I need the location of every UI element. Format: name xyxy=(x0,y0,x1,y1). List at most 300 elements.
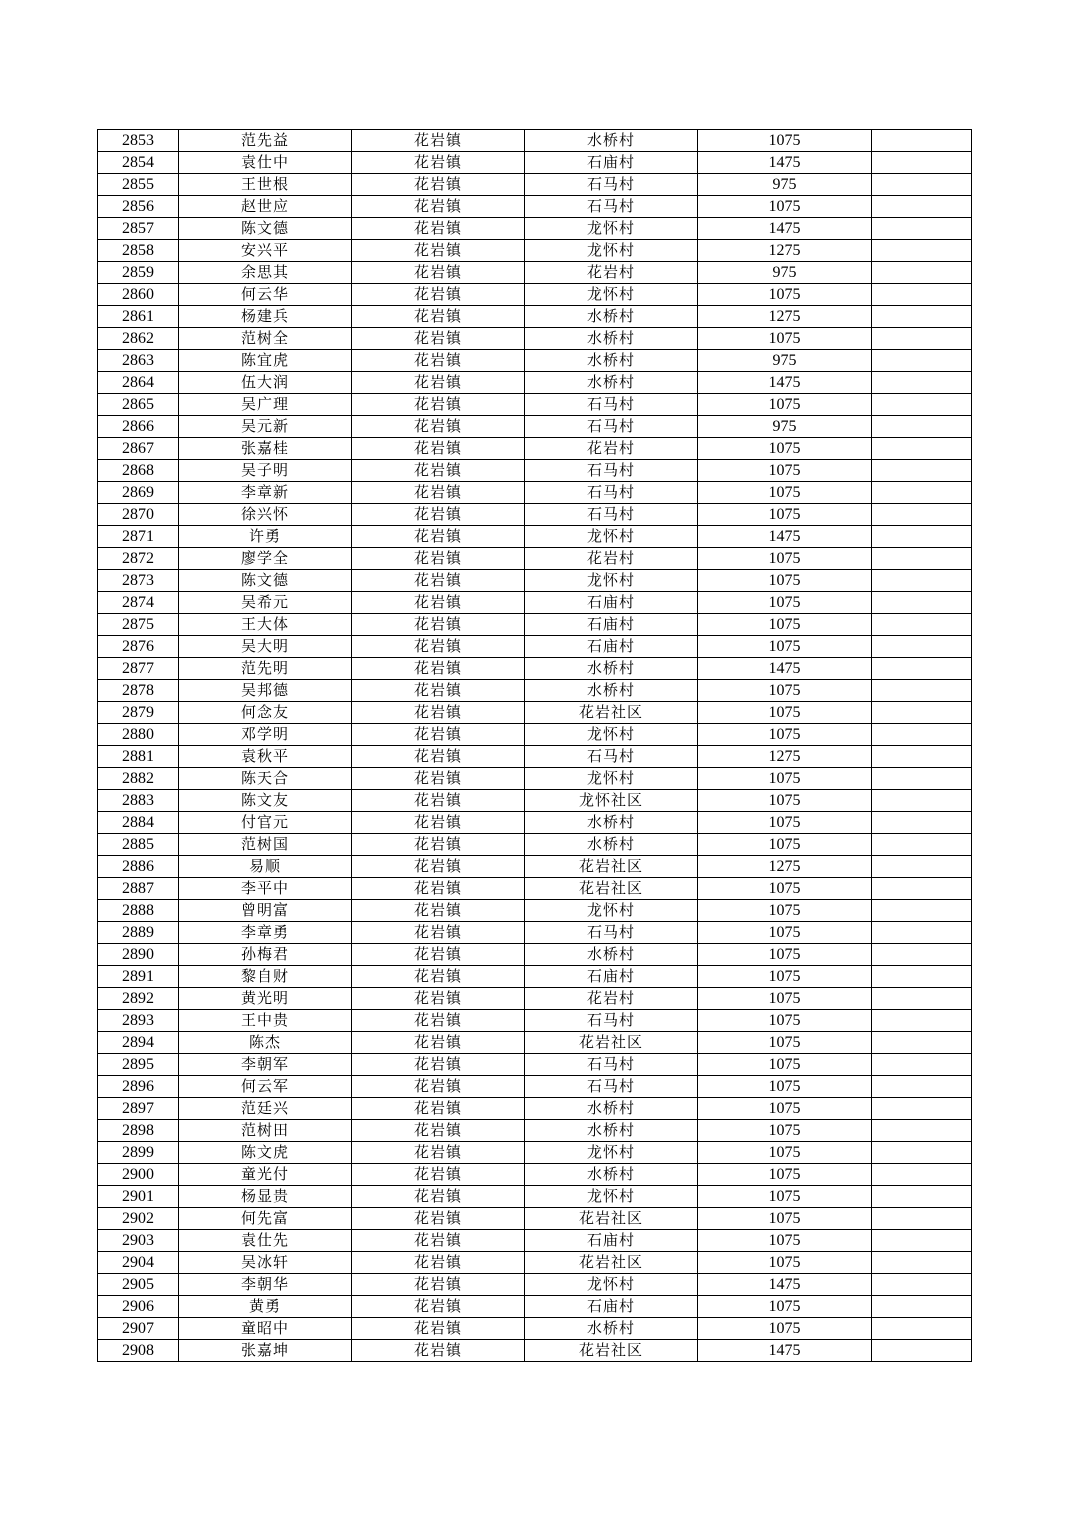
table-row xyxy=(98,460,972,482)
amount-cell: 1075 xyxy=(698,1318,872,1340)
amount-cell: 1075 xyxy=(698,592,872,614)
note-cell xyxy=(872,394,972,416)
amount-cell: 1475 xyxy=(698,152,872,174)
amount-cell: 1075 xyxy=(698,1076,872,1098)
table-row xyxy=(98,702,972,724)
village-cell: 水桥村 xyxy=(525,812,698,834)
row-id-cell: 2891 xyxy=(98,966,179,988)
village-cell: 龙怀村 xyxy=(525,900,698,922)
town-cell: 花岩镇 xyxy=(352,878,525,900)
village-cell: 水桥村 xyxy=(525,350,698,372)
name-cell: 吴邦德 xyxy=(179,680,352,702)
amount-cell: 1075 xyxy=(698,1208,872,1230)
row-id-cell: 2890 xyxy=(98,944,179,966)
register-table-body xyxy=(98,130,972,1362)
row-id-cell: 2874 xyxy=(98,592,179,614)
table-row xyxy=(98,1274,972,1296)
note-cell xyxy=(872,1032,972,1054)
table-row xyxy=(98,812,972,834)
town-cell: 花岩镇 xyxy=(352,130,525,152)
table-row xyxy=(98,570,972,592)
amount-cell: 975 xyxy=(698,262,872,284)
amount-cell: 1075 xyxy=(698,680,872,702)
village-cell: 龙怀社区 xyxy=(525,790,698,812)
town-cell: 花岩镇 xyxy=(352,1186,525,1208)
name-cell: 杨显贵 xyxy=(179,1186,352,1208)
table-row xyxy=(98,174,972,196)
table-row xyxy=(98,1340,972,1362)
amount-cell: 1075 xyxy=(698,482,872,504)
town-cell: 花岩镇 xyxy=(352,900,525,922)
village-cell: 花岩社区 xyxy=(525,878,698,900)
village-cell: 龙怀村 xyxy=(525,724,698,746)
name-cell: 李朝军 xyxy=(179,1054,352,1076)
town-cell: 花岩镇 xyxy=(352,1318,525,1340)
name-cell: 袁仕先 xyxy=(179,1230,352,1252)
village-cell: 花岩社区 xyxy=(525,1208,698,1230)
table-row xyxy=(98,768,972,790)
town-cell: 花岩镇 xyxy=(352,790,525,812)
note-cell xyxy=(872,1296,972,1318)
name-cell: 黄勇 xyxy=(179,1296,352,1318)
amount-cell: 1075 xyxy=(698,504,872,526)
name-cell: 徐兴怀 xyxy=(179,504,352,526)
village-cell: 石庙村 xyxy=(525,1296,698,1318)
town-cell: 花岩镇 xyxy=(352,592,525,614)
amount-cell: 1475 xyxy=(698,1340,872,1362)
table-row xyxy=(98,1296,972,1318)
note-cell xyxy=(872,702,972,724)
note-cell xyxy=(872,130,972,152)
row-id-cell: 2865 xyxy=(98,394,179,416)
town-cell: 花岩镇 xyxy=(352,812,525,834)
note-cell xyxy=(872,1120,972,1142)
table-row xyxy=(98,548,972,570)
amount-cell: 1475 xyxy=(698,1274,872,1296)
amount-cell: 975 xyxy=(698,174,872,196)
name-cell: 王大体 xyxy=(179,614,352,636)
name-cell: 童昭中 xyxy=(179,1318,352,1340)
table-row xyxy=(98,1142,972,1164)
town-cell: 花岩镇 xyxy=(352,306,525,328)
row-id-cell: 2853 xyxy=(98,130,179,152)
amount-cell: 1075 xyxy=(698,570,872,592)
note-cell xyxy=(872,482,972,504)
name-cell: 伍大润 xyxy=(179,372,352,394)
village-cell: 花岩社区 xyxy=(525,1032,698,1054)
name-cell: 吴大明 xyxy=(179,636,352,658)
village-cell: 石马村 xyxy=(525,416,698,438)
name-cell: 陈天合 xyxy=(179,768,352,790)
amount-cell: 1075 xyxy=(698,548,872,570)
name-cell: 何先富 xyxy=(179,1208,352,1230)
row-id-cell: 2866 xyxy=(98,416,179,438)
amount-cell: 1075 xyxy=(698,636,872,658)
village-cell: 石马村 xyxy=(525,1054,698,1076)
row-id-cell: 2900 xyxy=(98,1164,179,1186)
amount-cell: 1075 xyxy=(698,812,872,834)
table-row xyxy=(98,834,972,856)
town-cell: 花岩镇 xyxy=(352,1340,525,1362)
amount-cell: 1075 xyxy=(698,988,872,1010)
row-id-cell: 2856 xyxy=(98,196,179,218)
note-cell xyxy=(872,1230,972,1252)
note-cell xyxy=(872,152,972,174)
table-row xyxy=(98,680,972,702)
town-cell: 花岩镇 xyxy=(352,1032,525,1054)
name-cell: 陈文德 xyxy=(179,218,352,240)
name-cell: 吴冰轩 xyxy=(179,1252,352,1274)
table-row xyxy=(98,746,972,768)
amount-cell: 1075 xyxy=(698,922,872,944)
note-cell xyxy=(872,526,972,548)
town-cell: 花岩镇 xyxy=(352,1230,525,1252)
note-cell xyxy=(872,262,972,284)
amount-cell: 1475 xyxy=(698,372,872,394)
name-cell: 陈文友 xyxy=(179,790,352,812)
note-cell xyxy=(872,460,972,482)
amount-cell: 1075 xyxy=(698,1296,872,1318)
table-row xyxy=(98,1230,972,1252)
row-id-cell: 2889 xyxy=(98,922,179,944)
table-row xyxy=(98,394,972,416)
town-cell: 花岩镇 xyxy=(352,1208,525,1230)
village-cell: 石马村 xyxy=(525,1010,698,1032)
table-row xyxy=(98,284,972,306)
town-cell: 花岩镇 xyxy=(352,988,525,1010)
village-cell: 石庙村 xyxy=(525,636,698,658)
town-cell: 花岩镇 xyxy=(352,570,525,592)
note-cell xyxy=(872,328,972,350)
note-cell xyxy=(872,636,972,658)
note-cell xyxy=(872,878,972,900)
village-cell: 水桥村 xyxy=(525,1098,698,1120)
table-row xyxy=(98,416,972,438)
village-cell: 石马村 xyxy=(525,746,698,768)
name-cell: 余思其 xyxy=(179,262,352,284)
town-cell: 花岩镇 xyxy=(352,834,525,856)
name-cell: 孙梅君 xyxy=(179,944,352,966)
row-id-cell: 2903 xyxy=(98,1230,179,1252)
town-cell: 花岩镇 xyxy=(352,746,525,768)
name-cell: 赵世应 xyxy=(179,196,352,218)
name-cell: 杨建兵 xyxy=(179,306,352,328)
village-cell: 花岩村 xyxy=(525,548,698,570)
note-cell xyxy=(872,196,972,218)
village-cell: 水桥村 xyxy=(525,1120,698,1142)
table-row xyxy=(98,900,972,922)
table-row xyxy=(98,966,972,988)
village-cell: 水桥村 xyxy=(525,680,698,702)
village-cell: 水桥村 xyxy=(525,328,698,350)
note-cell xyxy=(872,1098,972,1120)
village-cell: 水桥村 xyxy=(525,130,698,152)
table-row xyxy=(98,196,972,218)
village-cell: 龙怀村 xyxy=(525,526,698,548)
name-cell: 范树国 xyxy=(179,834,352,856)
row-id-cell: 2875 xyxy=(98,614,179,636)
row-id-cell: 2881 xyxy=(98,746,179,768)
name-cell: 付官元 xyxy=(179,812,352,834)
note-cell xyxy=(872,1252,972,1274)
row-id-cell: 2873 xyxy=(98,570,179,592)
village-cell: 水桥村 xyxy=(525,834,698,856)
row-id-cell: 2884 xyxy=(98,812,179,834)
amount-cell: 1075 xyxy=(698,966,872,988)
row-id-cell: 2871 xyxy=(98,526,179,548)
row-id-cell: 2870 xyxy=(98,504,179,526)
table-row xyxy=(98,482,972,504)
name-cell: 陈宜虎 xyxy=(179,350,352,372)
table-row xyxy=(98,306,972,328)
note-cell xyxy=(872,812,972,834)
table-row xyxy=(98,350,972,372)
town-cell: 花岩镇 xyxy=(352,1098,525,1120)
town-cell: 花岩镇 xyxy=(352,438,525,460)
town-cell: 花岩镇 xyxy=(352,680,525,702)
row-id-cell: 2858 xyxy=(98,240,179,262)
village-cell: 水桥村 xyxy=(525,658,698,680)
row-id-cell: 2857 xyxy=(98,218,179,240)
name-cell: 张嘉坤 xyxy=(179,1340,352,1362)
town-cell: 花岩镇 xyxy=(352,284,525,306)
note-cell xyxy=(872,1318,972,1340)
town-cell: 花岩镇 xyxy=(352,152,525,174)
amount-cell: 1075 xyxy=(698,1054,872,1076)
amount-cell: 1075 xyxy=(698,1252,872,1274)
row-id-cell: 2894 xyxy=(98,1032,179,1054)
village-cell: 水桥村 xyxy=(525,372,698,394)
amount-cell: 1075 xyxy=(698,724,872,746)
row-id-cell: 2880 xyxy=(98,724,179,746)
row-id-cell: 2868 xyxy=(98,460,179,482)
table-row xyxy=(98,592,972,614)
note-cell xyxy=(872,174,972,196)
amount-cell: 1275 xyxy=(698,856,872,878)
row-id-cell: 2872 xyxy=(98,548,179,570)
town-cell: 花岩镇 xyxy=(352,350,525,372)
row-id-cell: 2887 xyxy=(98,878,179,900)
row-id-cell: 2869 xyxy=(98,482,179,504)
note-cell xyxy=(872,856,972,878)
row-id-cell: 2896 xyxy=(98,1076,179,1098)
note-cell xyxy=(872,1274,972,1296)
table-row xyxy=(98,658,972,680)
village-cell: 石马村 xyxy=(525,1076,698,1098)
name-cell: 陈文德 xyxy=(179,570,352,592)
town-cell: 花岩镇 xyxy=(352,460,525,482)
register-table xyxy=(97,129,972,1362)
note-cell xyxy=(872,614,972,636)
note-cell xyxy=(872,724,972,746)
note-cell xyxy=(872,570,972,592)
village-cell: 石马村 xyxy=(525,460,698,482)
amount-cell: 975 xyxy=(698,416,872,438)
village-cell: 石庙村 xyxy=(525,966,698,988)
amount-cell: 1475 xyxy=(698,658,872,680)
name-cell: 袁仕中 xyxy=(179,152,352,174)
village-cell: 水桥村 xyxy=(525,944,698,966)
village-cell: 龙怀村 xyxy=(525,1186,698,1208)
name-cell: 童光付 xyxy=(179,1164,352,1186)
name-cell: 张嘉桂 xyxy=(179,438,352,460)
table-row xyxy=(98,372,972,394)
village-cell: 石马村 xyxy=(525,196,698,218)
amount-cell: 1075 xyxy=(698,702,872,724)
row-id-cell: 2905 xyxy=(98,1274,179,1296)
town-cell: 花岩镇 xyxy=(352,1252,525,1274)
town-cell: 花岩镇 xyxy=(352,944,525,966)
row-id-cell: 2908 xyxy=(98,1340,179,1362)
village-cell: 花岩社区 xyxy=(525,1340,698,1362)
town-cell: 花岩镇 xyxy=(352,482,525,504)
village-cell: 石庙村 xyxy=(525,1230,698,1252)
row-id-cell: 2886 xyxy=(98,856,179,878)
name-cell: 曾明富 xyxy=(179,900,352,922)
name-cell: 陈文虎 xyxy=(179,1142,352,1164)
table-row xyxy=(98,328,972,350)
table-row xyxy=(98,1186,972,1208)
town-cell: 花岩镇 xyxy=(352,768,525,790)
table-row xyxy=(98,152,972,174)
town-cell: 花岩镇 xyxy=(352,1054,525,1076)
note-cell xyxy=(872,768,972,790)
name-cell: 邓学明 xyxy=(179,724,352,746)
note-cell xyxy=(872,988,972,1010)
note-cell xyxy=(872,1208,972,1230)
town-cell: 花岩镇 xyxy=(352,548,525,570)
town-cell: 花岩镇 xyxy=(352,174,525,196)
town-cell: 花岩镇 xyxy=(352,196,525,218)
town-cell: 花岩镇 xyxy=(352,966,525,988)
row-id-cell: 2902 xyxy=(98,1208,179,1230)
table-row xyxy=(98,1164,972,1186)
table-row xyxy=(98,262,972,284)
note-cell xyxy=(872,658,972,680)
name-cell: 范树田 xyxy=(179,1120,352,1142)
village-cell: 花岩社区 xyxy=(525,1252,698,1274)
town-cell: 花岩镇 xyxy=(352,1274,525,1296)
town-cell: 花岩镇 xyxy=(352,1164,525,1186)
note-cell xyxy=(872,416,972,438)
town-cell: 花岩镇 xyxy=(352,1142,525,1164)
name-cell: 黄光明 xyxy=(179,988,352,1010)
amount-cell: 1075 xyxy=(698,1010,872,1032)
note-cell xyxy=(872,504,972,526)
town-cell: 花岩镇 xyxy=(352,856,525,878)
town-cell: 花岩镇 xyxy=(352,526,525,548)
amount-cell: 1475 xyxy=(698,218,872,240)
table-row xyxy=(98,922,972,944)
name-cell: 吴子明 xyxy=(179,460,352,482)
village-cell: 龙怀村 xyxy=(525,570,698,592)
village-cell: 石庙村 xyxy=(525,152,698,174)
row-id-cell: 2898 xyxy=(98,1120,179,1142)
note-cell xyxy=(872,944,972,966)
table-row xyxy=(98,856,972,878)
row-id-cell: 2901 xyxy=(98,1186,179,1208)
town-cell: 花岩镇 xyxy=(352,218,525,240)
note-cell xyxy=(872,350,972,372)
amount-cell: 1075 xyxy=(698,1098,872,1120)
village-cell: 水桥村 xyxy=(525,1318,698,1340)
note-cell xyxy=(872,592,972,614)
row-id-cell: 2864 xyxy=(98,372,179,394)
note-cell xyxy=(872,1010,972,1032)
table-row xyxy=(98,790,972,812)
village-cell: 龙怀村 xyxy=(525,240,698,262)
amount-cell: 1075 xyxy=(698,834,872,856)
note-cell xyxy=(872,218,972,240)
name-cell: 何云军 xyxy=(179,1076,352,1098)
row-id-cell: 2904 xyxy=(98,1252,179,1274)
note-cell xyxy=(872,438,972,460)
row-id-cell: 2883 xyxy=(98,790,179,812)
amount-cell: 1075 xyxy=(698,1142,872,1164)
amount-cell: 1075 xyxy=(698,284,872,306)
amount-cell: 1275 xyxy=(698,746,872,768)
note-cell xyxy=(872,922,972,944)
name-cell: 范先益 xyxy=(179,130,352,152)
row-id-cell: 2893 xyxy=(98,1010,179,1032)
table-row xyxy=(98,1208,972,1230)
town-cell: 花岩镇 xyxy=(352,614,525,636)
name-cell: 易顺 xyxy=(179,856,352,878)
row-id-cell: 2863 xyxy=(98,350,179,372)
name-cell: 范廷兴 xyxy=(179,1098,352,1120)
note-cell xyxy=(872,834,972,856)
town-cell: 花岩镇 xyxy=(352,702,525,724)
name-cell: 安兴平 xyxy=(179,240,352,262)
amount-cell: 1275 xyxy=(698,240,872,262)
town-cell: 花岩镇 xyxy=(352,328,525,350)
note-cell xyxy=(872,1164,972,1186)
town-cell: 花岩镇 xyxy=(352,262,525,284)
town-cell: 花岩镇 xyxy=(352,240,525,262)
village-cell: 石庙村 xyxy=(525,592,698,614)
amount-cell: 975 xyxy=(698,350,872,372)
name-cell: 何念友 xyxy=(179,702,352,724)
amount-cell: 1075 xyxy=(698,1032,872,1054)
note-cell xyxy=(872,900,972,922)
row-id-cell: 2876 xyxy=(98,636,179,658)
town-cell: 花岩镇 xyxy=(352,504,525,526)
town-cell: 花岩镇 xyxy=(352,1296,525,1318)
note-cell xyxy=(872,1142,972,1164)
row-id-cell: 2861 xyxy=(98,306,179,328)
note-cell xyxy=(872,548,972,570)
amount-cell: 1075 xyxy=(698,1120,872,1142)
amount-cell: 1075 xyxy=(698,460,872,482)
town-cell: 花岩镇 xyxy=(352,724,525,746)
note-cell xyxy=(872,306,972,328)
note-cell xyxy=(872,790,972,812)
row-id-cell: 2867 xyxy=(98,438,179,460)
village-cell: 龙怀村 xyxy=(525,1274,698,1296)
town-cell: 花岩镇 xyxy=(352,394,525,416)
name-cell: 吴广理 xyxy=(179,394,352,416)
row-id-cell: 2854 xyxy=(98,152,179,174)
name-cell: 王世根 xyxy=(179,174,352,196)
row-id-cell: 2892 xyxy=(98,988,179,1010)
name-cell: 许勇 xyxy=(179,526,352,548)
town-cell: 花岩镇 xyxy=(352,1076,525,1098)
table-row xyxy=(98,218,972,240)
name-cell: 廖学全 xyxy=(179,548,352,570)
row-id-cell: 2879 xyxy=(98,702,179,724)
name-cell: 何云华 xyxy=(179,284,352,306)
town-cell: 花岩镇 xyxy=(352,372,525,394)
